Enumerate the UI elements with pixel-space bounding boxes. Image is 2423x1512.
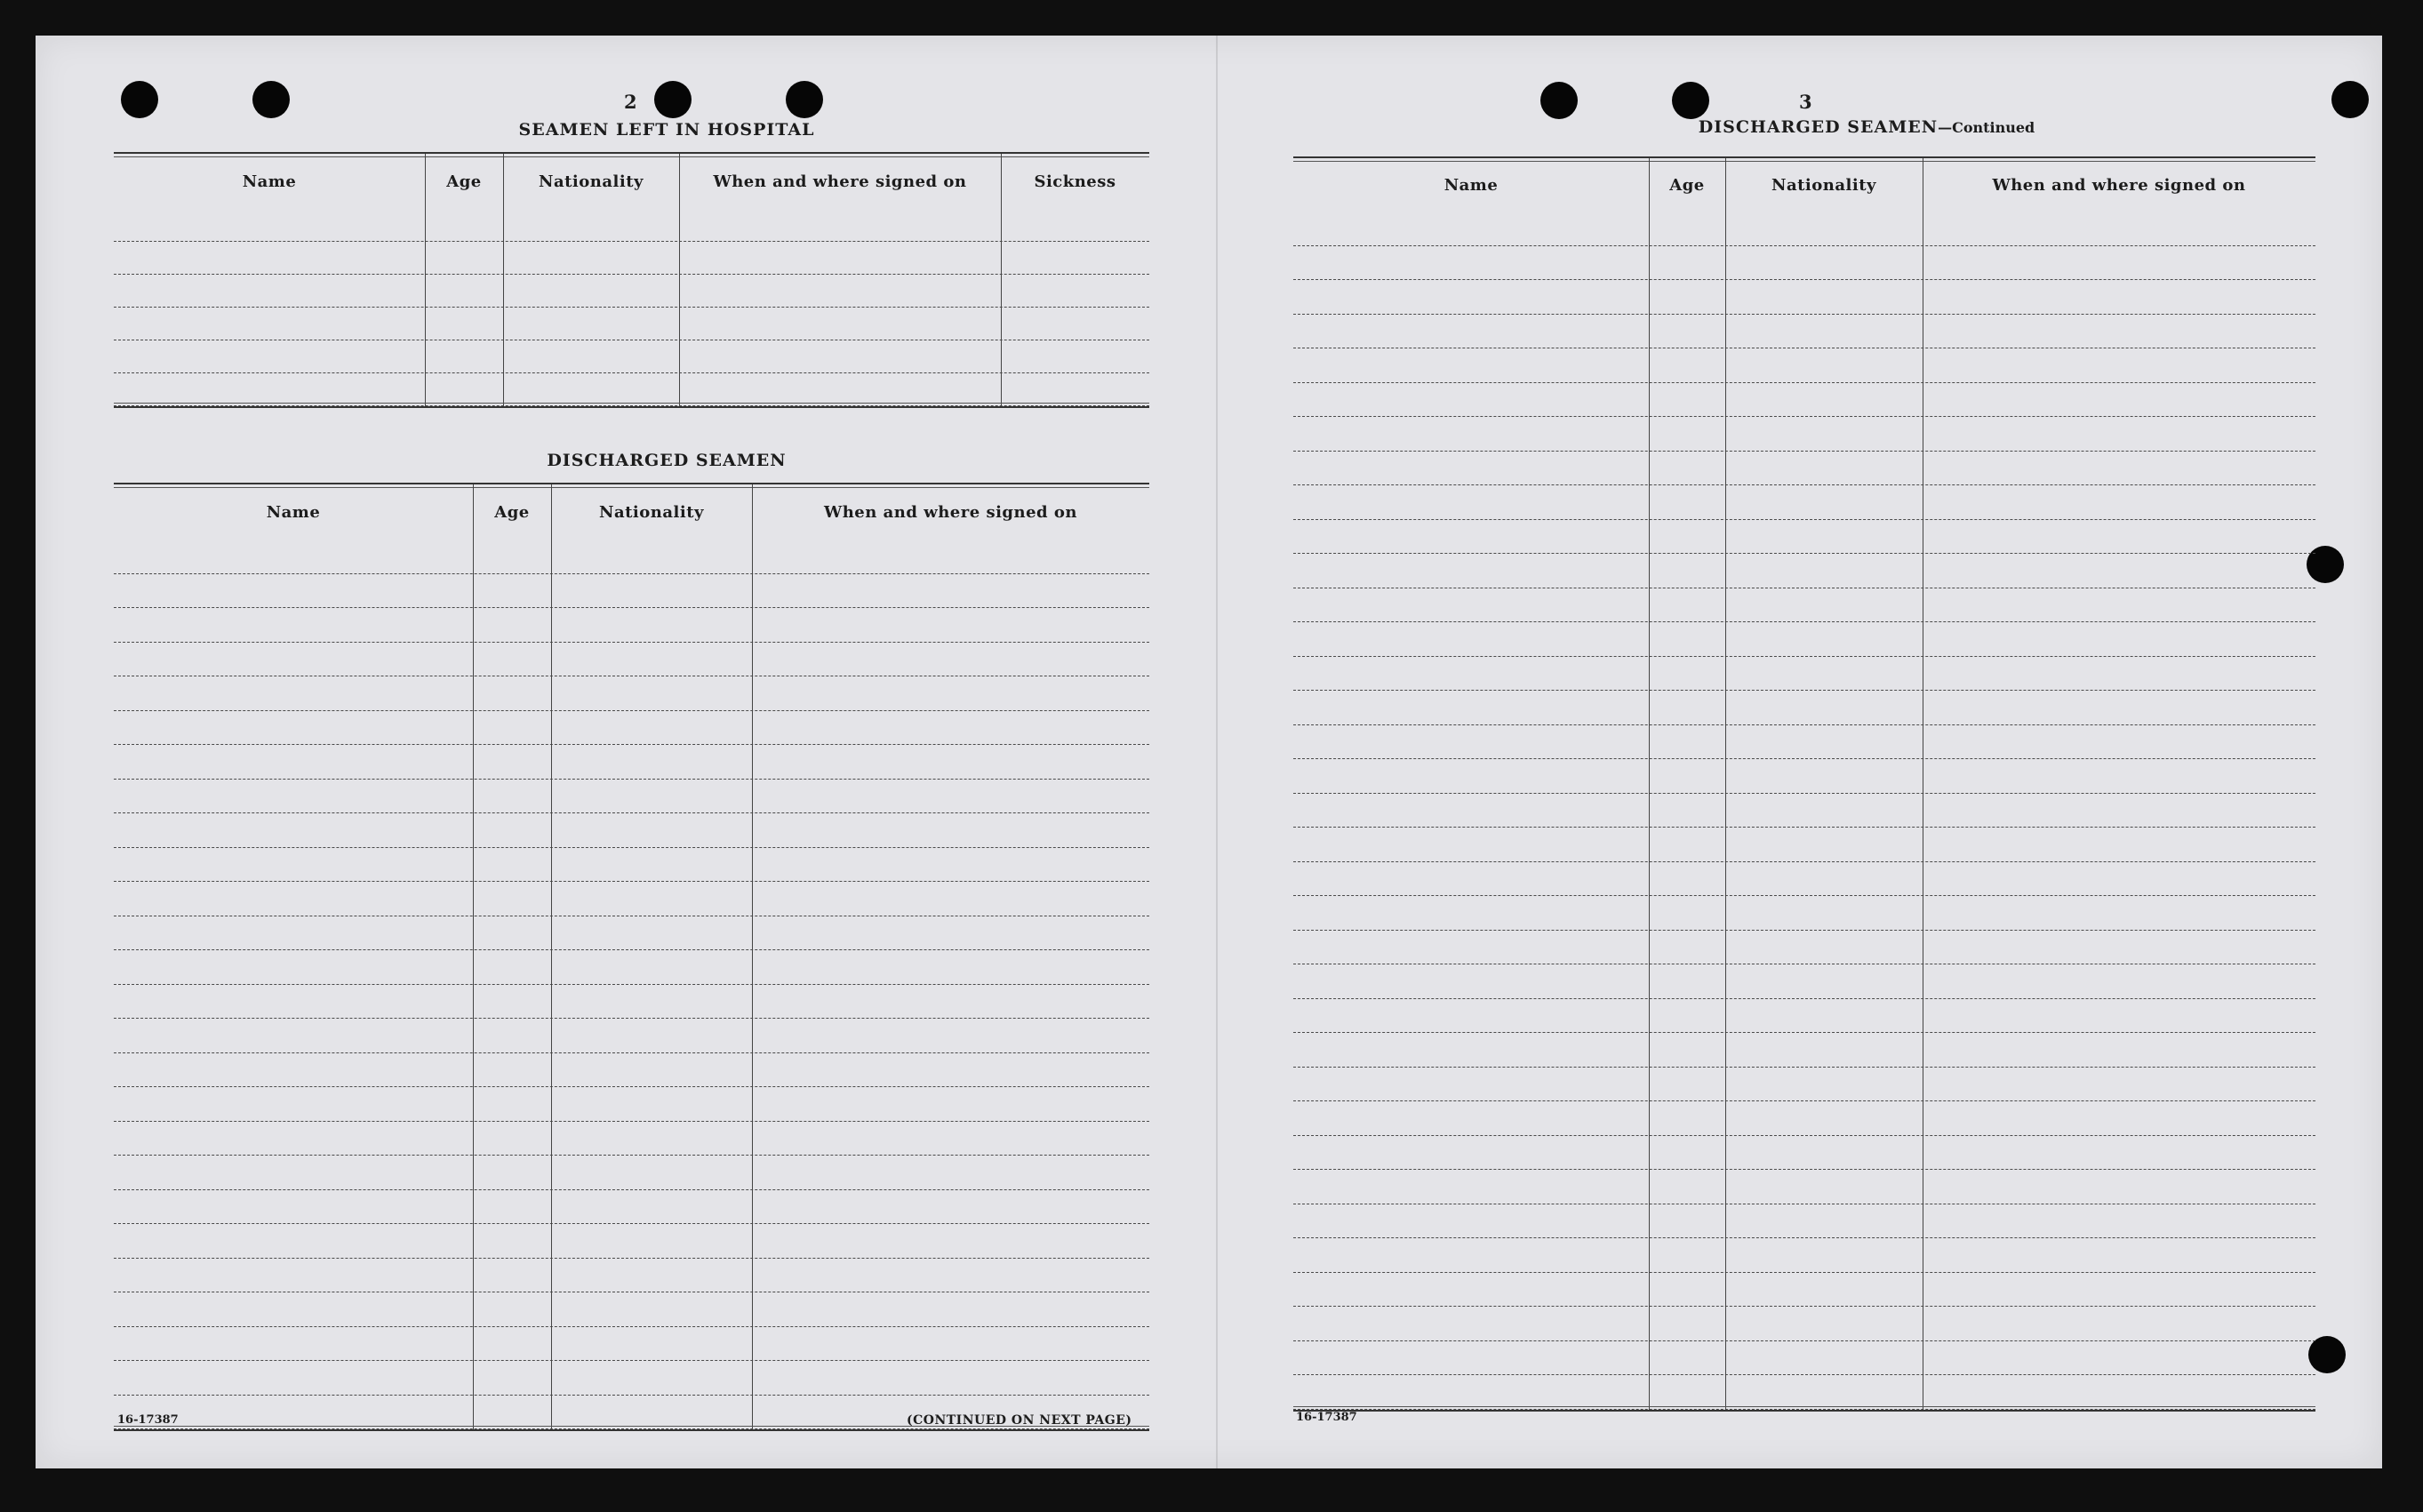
continued-note: (CONTINUED ON NEXT PAGE) [907,1413,1132,1428]
column-divider [752,484,753,1429]
table-row [1293,794,2315,828]
table-row [1293,1375,2315,1410]
table-row [1293,1136,2315,1171]
table-row [1293,588,2315,623]
table-row [1293,759,2315,794]
table-row [114,676,1149,711]
continued-suffix: —Continued [1938,119,2035,136]
punch-hole [2331,81,2369,118]
table-row [1293,862,2315,897]
table-row [114,985,1149,1020]
table-body [114,209,1149,406]
column-header-sickness: Sickness [1034,172,1116,191]
table-row [1293,999,2315,1034]
table-row [1293,1170,2315,1204]
punch-hole [1540,82,1578,119]
table-row [1293,348,2315,383]
table-row [1293,1068,2315,1102]
table-row [1293,315,2315,349]
column-header-name: Name [242,172,297,191]
table-row [114,916,1149,951]
table-row [1293,828,2315,862]
column-divider [1725,158,1726,1410]
right-page [1218,36,2382,1468]
table-row [1293,417,2315,452]
table-row [114,1087,1149,1122]
column-divider [473,484,474,1429]
table-row [114,574,1149,609]
table-row [1293,1033,2315,1068]
table-row [1293,1273,2315,1308]
table-row [1293,520,2315,555]
table-row [114,813,1149,848]
table-row [114,1292,1149,1327]
table-row [1293,212,2315,246]
discharged-section-title: DISCHARGED SEAMEN [547,451,787,470]
table-row [1293,452,2315,486]
seamen-left-in-hospital-table [114,152,1149,408]
punch-hole [654,81,692,118]
column-header-age: Age [1669,175,1705,195]
column-header-signed-on: When and where signed on [824,502,1077,522]
discharged-continued-section-title [1618,117,2115,137]
punch-hole [786,81,823,118]
table-row [1293,1101,2315,1136]
table-row [114,643,1149,677]
table-row [114,1259,1149,1293]
column-header-age: Age [446,172,482,191]
column-header-name: Name [1443,175,1499,195]
table-header [114,154,1149,209]
table-row [114,711,1149,746]
scanned-form-sheet [36,36,2382,1468]
table-row [1293,1238,2315,1273]
table-row [114,1190,1149,1225]
table-row [1293,622,2315,657]
table-row [1293,1204,2315,1239]
column-header-signed-on: When and where signed on [1992,175,2246,195]
table-row [1293,691,2315,725]
punch-hole [252,81,290,118]
table-row [114,608,1149,643]
column-header-name: Name [266,502,321,522]
table-row [1293,1307,2315,1341]
table-row [114,1224,1149,1259]
table-row [114,275,1149,308]
table-row [114,1122,1149,1156]
table-header [114,484,1149,540]
page-number: 2 [624,91,637,113]
hospital-section-title: SEAMEN LEFT IN HOSPITAL [518,120,815,140]
table-row [114,1361,1149,1396]
column-header-signed-on: When and where signed on [713,172,967,191]
table-row [114,373,1149,406]
table-row [1293,931,2315,965]
table-row [1293,383,2315,418]
column-header-nationality: Nationality [599,502,704,522]
table-row [114,745,1149,780]
table-row [1293,896,2315,931]
column-header-age: Age [494,502,530,522]
table-row [114,950,1149,985]
table-header [1293,158,2315,212]
form-number: 16-17387 [117,1413,179,1427]
table-row [1293,964,2315,999]
page-number: 3 [1799,91,1812,113]
table-row [114,308,1149,340]
table-row [1293,280,2315,315]
table-body [1293,212,2315,1410]
column-divider [1649,158,1650,1410]
column-divider [503,154,504,406]
table-row [1293,657,2315,692]
punch-hole [1672,82,1709,119]
table-row [114,780,1149,814]
table-row [114,1019,1149,1053]
column-divider [551,484,552,1429]
table-row [114,209,1149,242]
punch-hole [121,81,158,118]
table-row [114,1327,1149,1362]
table-body [114,540,1149,1429]
table-row [1293,485,2315,520]
table-row [114,540,1149,574]
column-header-nationality: Nationality [539,172,644,191]
table-row [1293,554,2315,588]
table-row [114,242,1149,275]
discharged-seamen-continued-table [1293,156,2315,1412]
column-divider [679,154,680,406]
table-row [1293,725,2315,760]
table-row [114,848,1149,883]
discharged-seamen-table [114,483,1149,1431]
table-row [1293,1341,2315,1376]
section-title-text: DISCHARGED SEAMEN [1698,117,1939,137]
table-row [1293,246,2315,281]
column-header-nationality: Nationality [1771,175,1876,195]
table-row [114,340,1149,373]
table-row [114,882,1149,916]
column-divider [425,154,426,406]
form-number: 16-17387 [1296,1411,1357,1424]
table-row [114,1156,1149,1190]
column-divider [1001,154,1002,406]
left-page [36,36,1216,1468]
table-row [114,1053,1149,1088]
